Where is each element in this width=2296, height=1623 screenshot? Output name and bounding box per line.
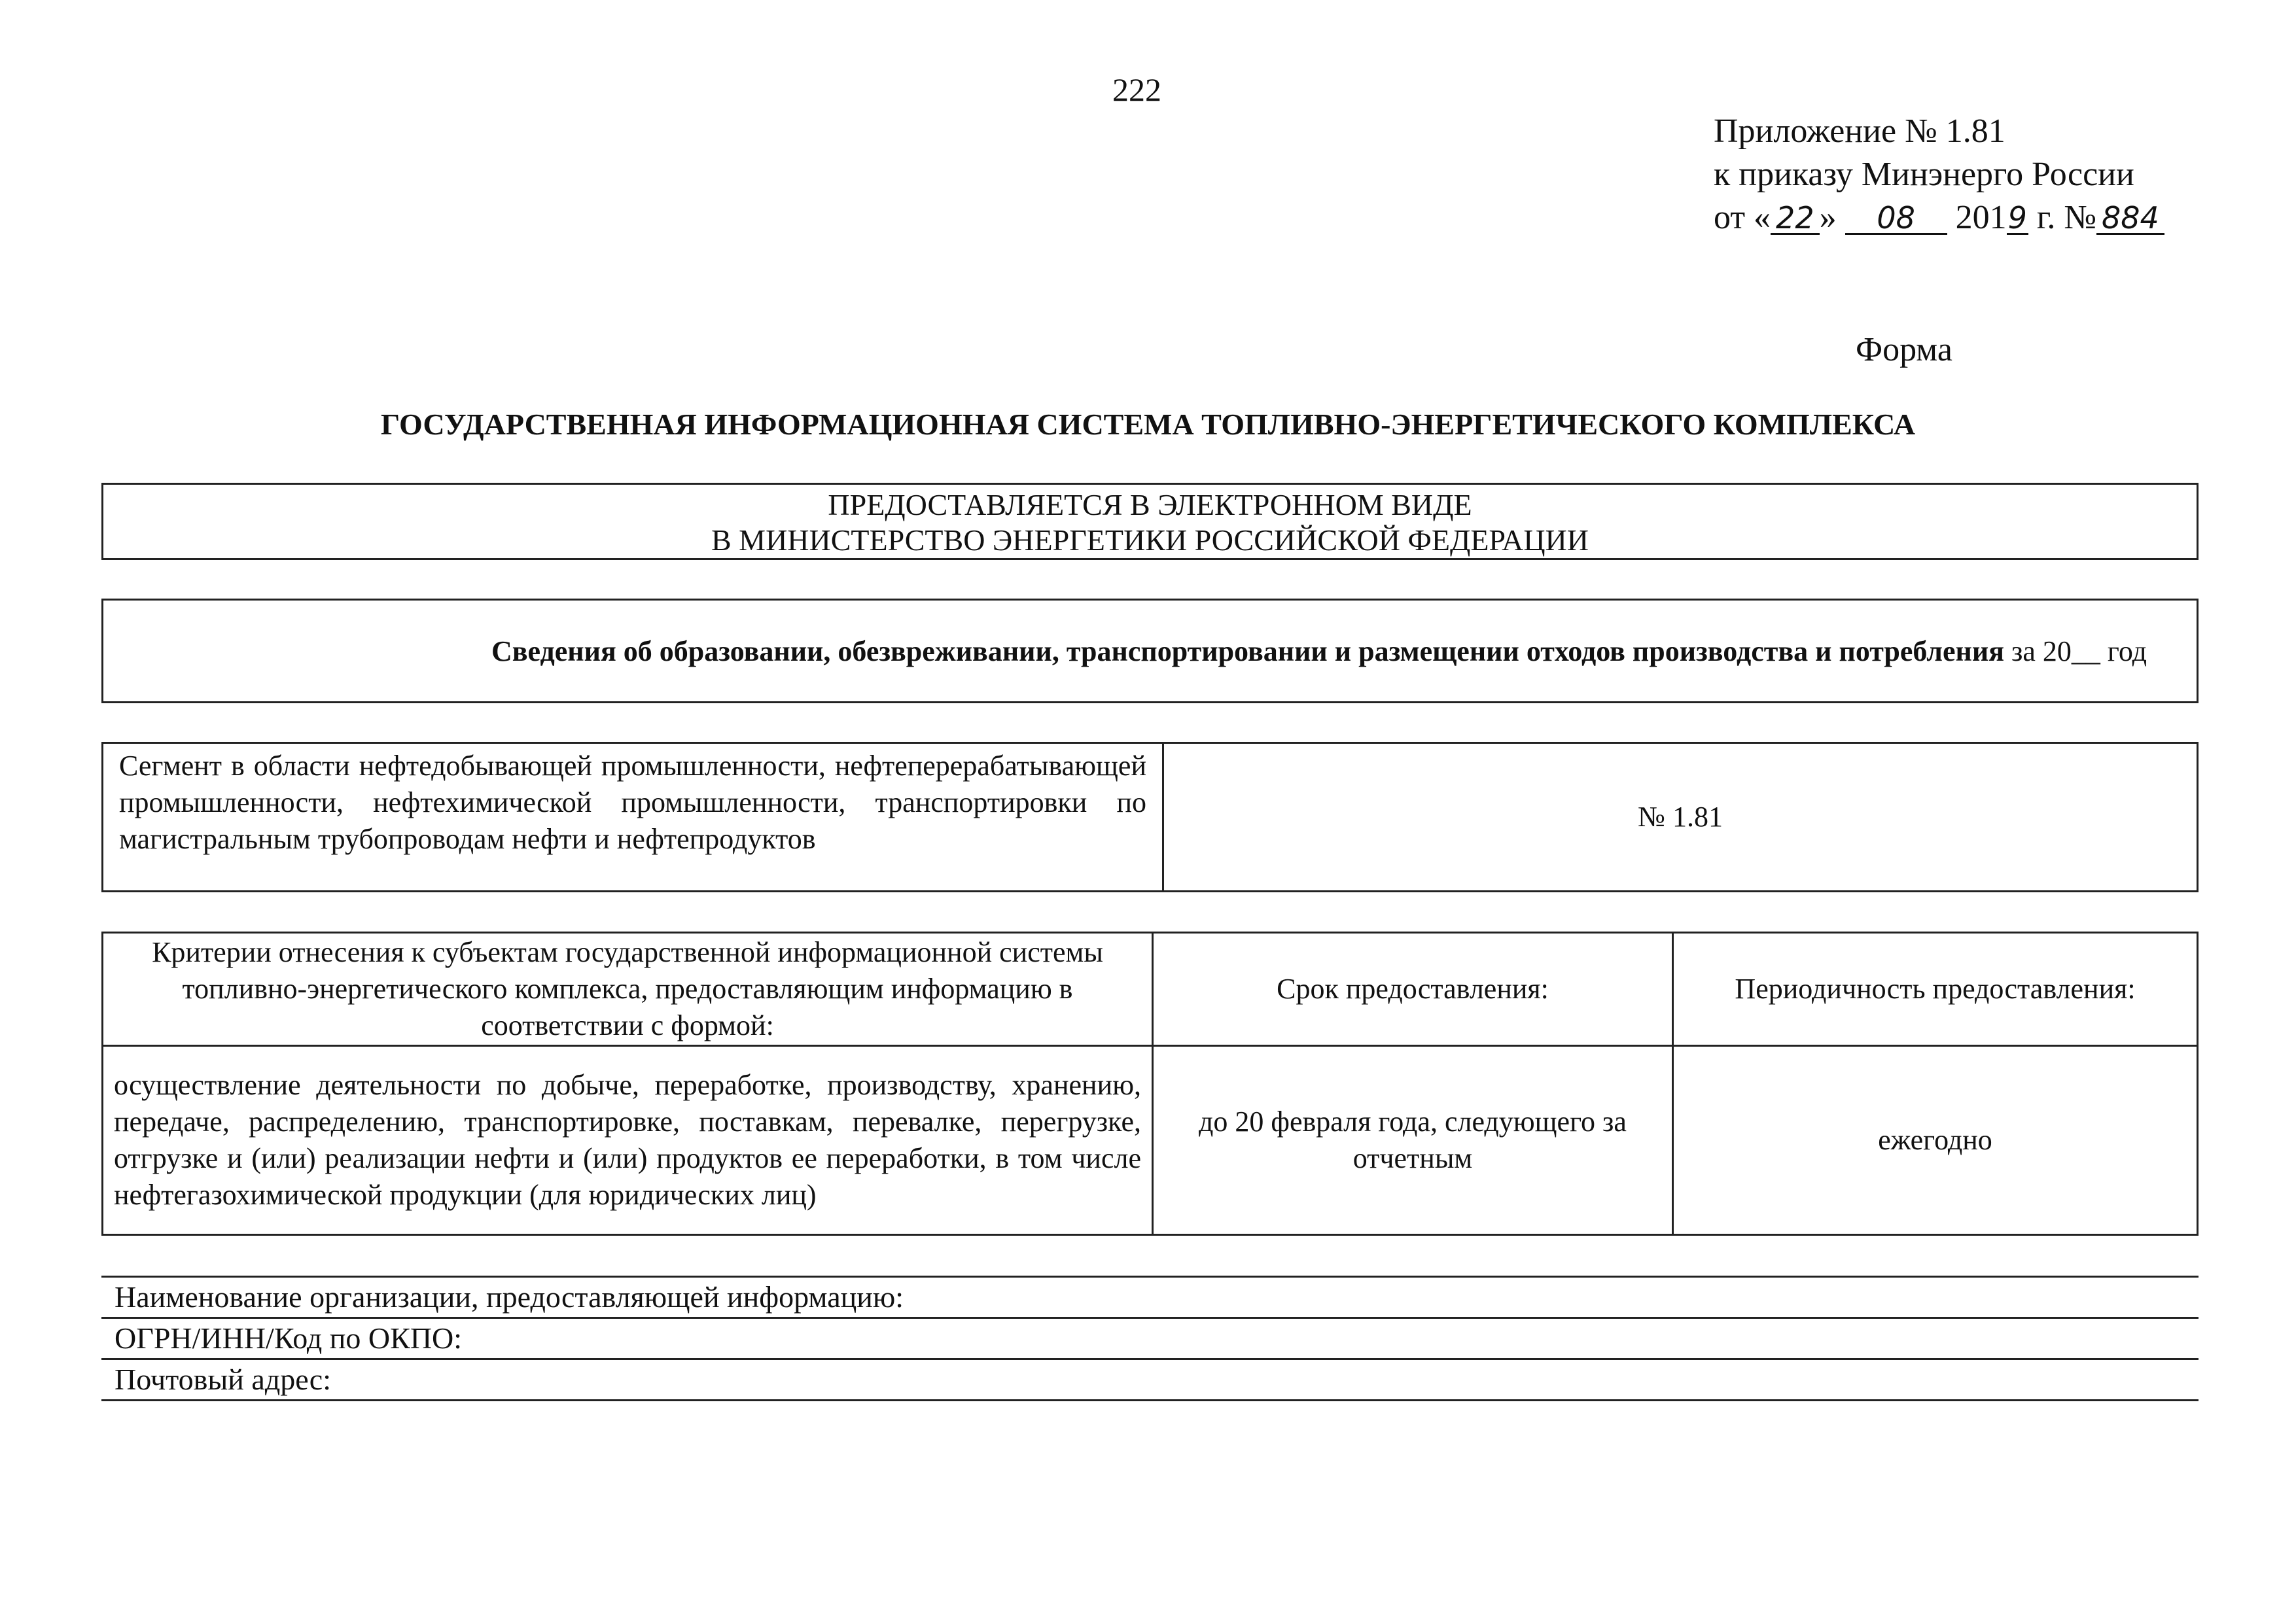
criteria-header: Критерии отнесения к субъектам государственной информационной системы топливно-энергетического комплекса, предоставляющим информацию в соответствии с формой: [103, 933, 1153, 1046]
organization-name-field: Наименование организации, предоставляющей информацию: [101, 1276, 2199, 1319]
organization-info [101, 1276, 2199, 1401]
submission-line-2: В МИНИСТЕРСТВО ЭНЕРГЕТИКИ РОССИЙСКОЙ ФЕДЕРАЦИИ [711, 523, 1589, 557]
submission-box [101, 483, 2199, 560]
form-label: Форма [1856, 331, 1952, 368]
report-title-box [101, 599, 2199, 703]
periodicity-header: Периодичность предоставления: [1673, 933, 2198, 1046]
report-title-bold: Сведения об образовании, обезвреживании, транспортировании и размещении отходов производства и потребления [491, 635, 2005, 667]
criteria-header-row [103, 933, 2198, 1046]
order-number-handwritten: 884 [2096, 203, 2164, 235]
appendix-number: Приложение № 1.81 [1714, 113, 2005, 150]
appendix-order: к приказу Минэнерго России [1714, 156, 2134, 193]
submission-line-1: ПРЕДОСТАВЛЯЕТСЯ В ЭЛЕКТРОННОМ ВИДЕ [828, 488, 1472, 521]
system-title: ГОСУДАРСТВЕННАЯ ИНФОРМАЦИОННАЯ СИСТЕМА ТОПЛИВНО-ЭНЕРГЕТИЧЕСКОГО КОМПЛЕКСА [380, 408, 1916, 441]
segment-table [101, 742, 2199, 892]
date-month-handwritten: 08 [1845, 203, 1947, 235]
page-number: 222 [1112, 71, 1161, 108]
deadline-header: Срок предоставления: [1153, 933, 1673, 1046]
date-year-suffix: г. № [2028, 199, 2096, 236]
appendix-date-line [1714, 196, 2172, 239]
report-title-year: за 20__ год [2004, 635, 2147, 667]
appendix-header [1714, 110, 2172, 239]
date-year-digit-handwritten: 9 [2007, 200, 2027, 236]
date-prefix: от « [1714, 199, 1771, 236]
organization-ids-field: ОГРН/ИНН/Код по ОКПО: [101, 1319, 2199, 1360]
date-year-prefix: 201 [1955, 199, 2007, 236]
segment-form-number: № 1.81 [1163, 743, 2198, 892]
report-title [491, 635, 2147, 668]
deadline-value: до 20 февраля года, следующего за отчетным [1153, 1046, 1673, 1235]
postal-address-field: Почтовый адрес: [101, 1360, 2199, 1401]
date-mid: » [1819, 199, 1837, 236]
criteria-value: осуществление деятельности по добыче, переработке, производству, хранению, передаче, распределению, транспортировке, поставкам, перевалке, перегрузке, отгрузке и (или) реализации нефти и (или) продуктов ее переработки, в том числе нефтегазохимической продукции (для юридических лиц) [103, 1046, 1153, 1235]
periodicity-value: ежегодно [1673, 1046, 2198, 1235]
segment-description: Сегмент в области нефтедобывающей промышленности, нефтеперерабатывающей промышленности, нефтехимической промышленности, транспортировки по магистральным трубопроводам нефти и нефтепродуктов [103, 743, 1163, 892]
criteria-row [103, 1046, 2198, 1235]
date-day-handwritten: 22 [1771, 203, 1820, 235]
criteria-table [101, 932, 2199, 1236]
